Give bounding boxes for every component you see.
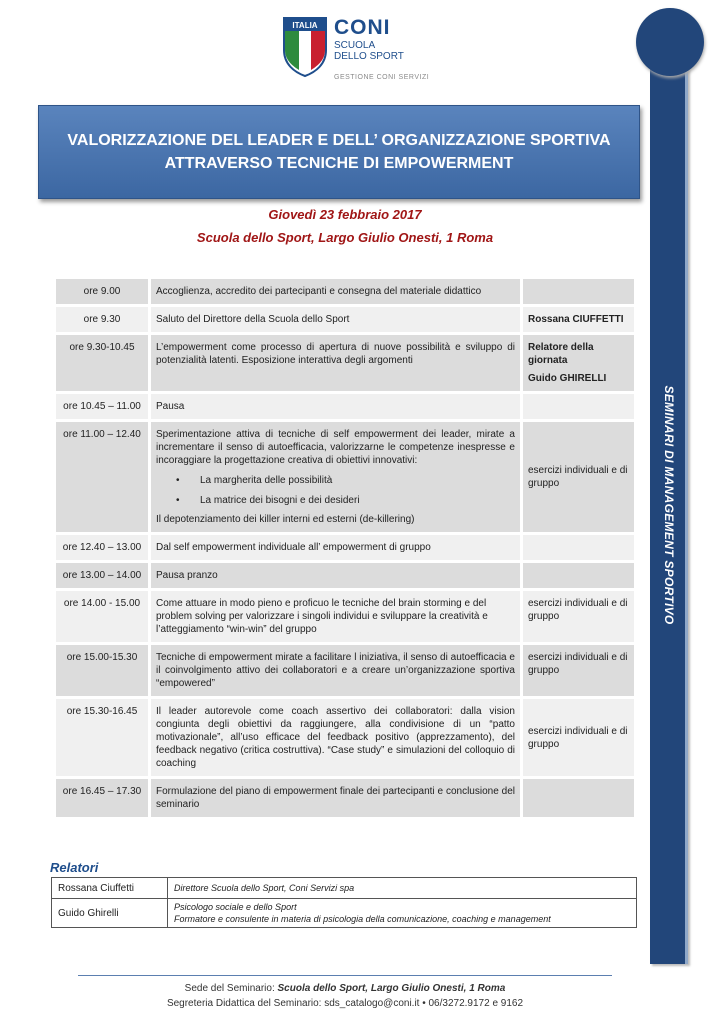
row-note <box>523 335 634 391</box>
list-item: • La matrice dei bisogni e dei desideri <box>156 491 515 511</box>
table-row <box>56 307 634 332</box>
row-description: Pausa pranzo <box>151 563 523 588</box>
speaker-role: Relatore della giornata <box>528 342 594 366</box>
speaker-name: Guido Ghirelli <box>52 899 168 928</box>
row-time: ore 15.30-16.45 <box>56 699 151 776</box>
table-row <box>56 563 634 588</box>
table-row <box>56 535 634 560</box>
speaker-role <box>168 878 637 899</box>
footer-segreteria: Segreteria Didattica del Seminario: sds_catalogo@coni.it • 06/3272.9172 e 9162 <box>166 998 524 1009</box>
table-row <box>56 422 634 532</box>
footer-sede <box>0 983 690 994</box>
row-description: L’empowerment come processo di apertura di nuove possibilità e sviluppo di potenzialità latenti. Esposizione interattiva degli argomenti <box>151 335 523 391</box>
row-description: Pausa <box>151 394 523 419</box>
relatori-heading: Relatori <box>50 860 99 875</box>
footer-sede-value: Scuola dello Sport, Largo Giulio Onesti, 1 Roma <box>277 983 506 994</box>
title-line-1: VALORIZZAZIONE DEL LEADER E DELL’ ORGANIZZAZIONE SPORTIVA <box>67 132 611 149</box>
row-time: ore 15.00-15.30 <box>56 645 151 696</box>
table-row <box>56 335 634 391</box>
schedule-table <box>56 276 634 820</box>
row-description: Dal self empowerment individuale all’ empowerment di gruppo <box>151 535 523 560</box>
row-note <box>523 563 634 588</box>
brand-line-1: SCUOLA <box>334 40 376 51</box>
italia-shield-icon <box>282 16 328 78</box>
row-time: ore 12.40 – 13.00 <box>56 535 151 560</box>
row-note: esercizi individuali e di gruppo <box>523 422 634 532</box>
row-time: ore 16.45 – 17.30 <box>56 779 151 817</box>
speaker-role-line: Psicologo sociale e dello Sport <box>174 902 297 912</box>
coni-logo <box>282 16 452 88</box>
row-description: Formulazione del piano di empowerment finale dei partecipanti e conclusione del seminario <box>151 779 523 817</box>
row-time: ore 10.45 – 11.00 <box>56 394 151 419</box>
side-label: SEMINARI DI MANAGEMENT SPORTIVO <box>662 385 676 625</box>
table-row <box>52 899 637 928</box>
footer-divider <box>78 975 612 976</box>
speaker-name: Guido GHIRELLI <box>528 373 607 384</box>
row-note <box>523 279 634 304</box>
row-description-text: Sperimentazione attiva di tecniche di self empowerment dei leader, mirate a incrementare il senso di autoefficacia, valorizzarne le competenze inespresse e incoraggiare la progettazione creativa di obiettivi innovativi: <box>156 429 515 466</box>
table-row <box>56 645 634 696</box>
flag-text: ITALIA <box>292 21 318 30</box>
speaker-role-line: Direttore Scuola dello Sport, Coni Servizi spa <box>174 883 355 893</box>
row-description-end: Il depotenziamento dei killer interni ed esterni (de-killering) <box>156 514 415 525</box>
row-description: Tecniche di empowerment mirate a facilitare l iniziativa, il senso di autoefficacia e il coinvolgimento attivo dei collaboratori e a creare un’organizzazione sportiva “empowered” <box>151 645 523 696</box>
brand-line-2: DELLO SPORT <box>334 51 404 62</box>
title-line-2: ATTRAVERSO TECNICHE DI EMPOWERMENT <box>164 155 514 172</box>
bullet-list <box>156 471 515 511</box>
footer-sede-label: Sede del Seminario: <box>184 983 275 994</box>
title-banner <box>38 105 640 199</box>
table-row <box>56 591 634 642</box>
row-description: Saluto del Direttore della Scuola dello Sport <box>151 307 523 332</box>
row-note: esercizi individuali e di gruppo <box>523 645 634 696</box>
table-row <box>56 394 634 419</box>
row-description: Accoglienza, accredito dei partecipanti e consegna del materiale didattico <box>151 279 523 304</box>
table-row <box>56 779 634 817</box>
event-venue: Scuola dello Sport, Largo Giulio Onesti, 1 Roma <box>196 230 494 245</box>
row-time: ore 14.00 - 15.00 <box>56 591 151 642</box>
row-note <box>523 779 634 817</box>
brand-gestione: GESTIONE CONI SERVIZI <box>334 74 430 81</box>
brand-subtitle <box>334 40 404 62</box>
row-note: esercizi individuali e di gruppo <box>523 699 634 776</box>
row-description: Come attuare in modo pieno e proficuo le tecniche del brain storming e del problem solving per valorizzare i singoli individui e sviluppare la creatività e l’atteggiamento “win-win” del gruppo <box>151 591 523 642</box>
row-time: ore 13.00 – 14.00 <box>56 563 151 588</box>
table-row <box>52 878 637 899</box>
speaker-name: Rossana Ciuffetti <box>52 878 168 899</box>
relatori-table <box>51 877 637 928</box>
brand-name: CONI <box>334 16 391 39</box>
row-time: ore 11.00 – 12.40 <box>56 422 151 532</box>
side-circle <box>636 8 704 76</box>
row-description: Il leader autorevole come coach assertivo dei collaboratori: dalla vision congiunta degli obiettivi da raggiungere, alla condivisione di un “patto motivazionale”, all’uso efficace del feedback positivo (apprezzamento), del feedback negativo (critica costruttiva). “Case study” e simulazioni del colloquio di coaching <box>151 699 523 776</box>
row-note: Rossana CIUFFETTI <box>523 307 634 332</box>
event-date: Giovedì 23 febbraio 2017 <box>268 207 422 222</box>
table-row <box>56 279 634 304</box>
page-title <box>59 129 619 175</box>
row-note: esercizi individuali e di gruppo <box>523 591 634 642</box>
table-row <box>56 699 634 776</box>
speaker-role <box>168 899 637 928</box>
row-description <box>151 422 523 532</box>
row-time: ore 9.30-10.45 <box>56 335 151 391</box>
row-time: ore 9.30 <box>56 307 151 332</box>
row-note <box>523 535 634 560</box>
list-item: • La margherita delle possibilità <box>156 471 515 491</box>
row-time: ore 9.00 <box>56 279 151 304</box>
speaker-role-line: Formatore e consulente in materia di psicologia della comunicazione, coaching e management <box>174 914 551 924</box>
row-note <box>523 394 634 419</box>
